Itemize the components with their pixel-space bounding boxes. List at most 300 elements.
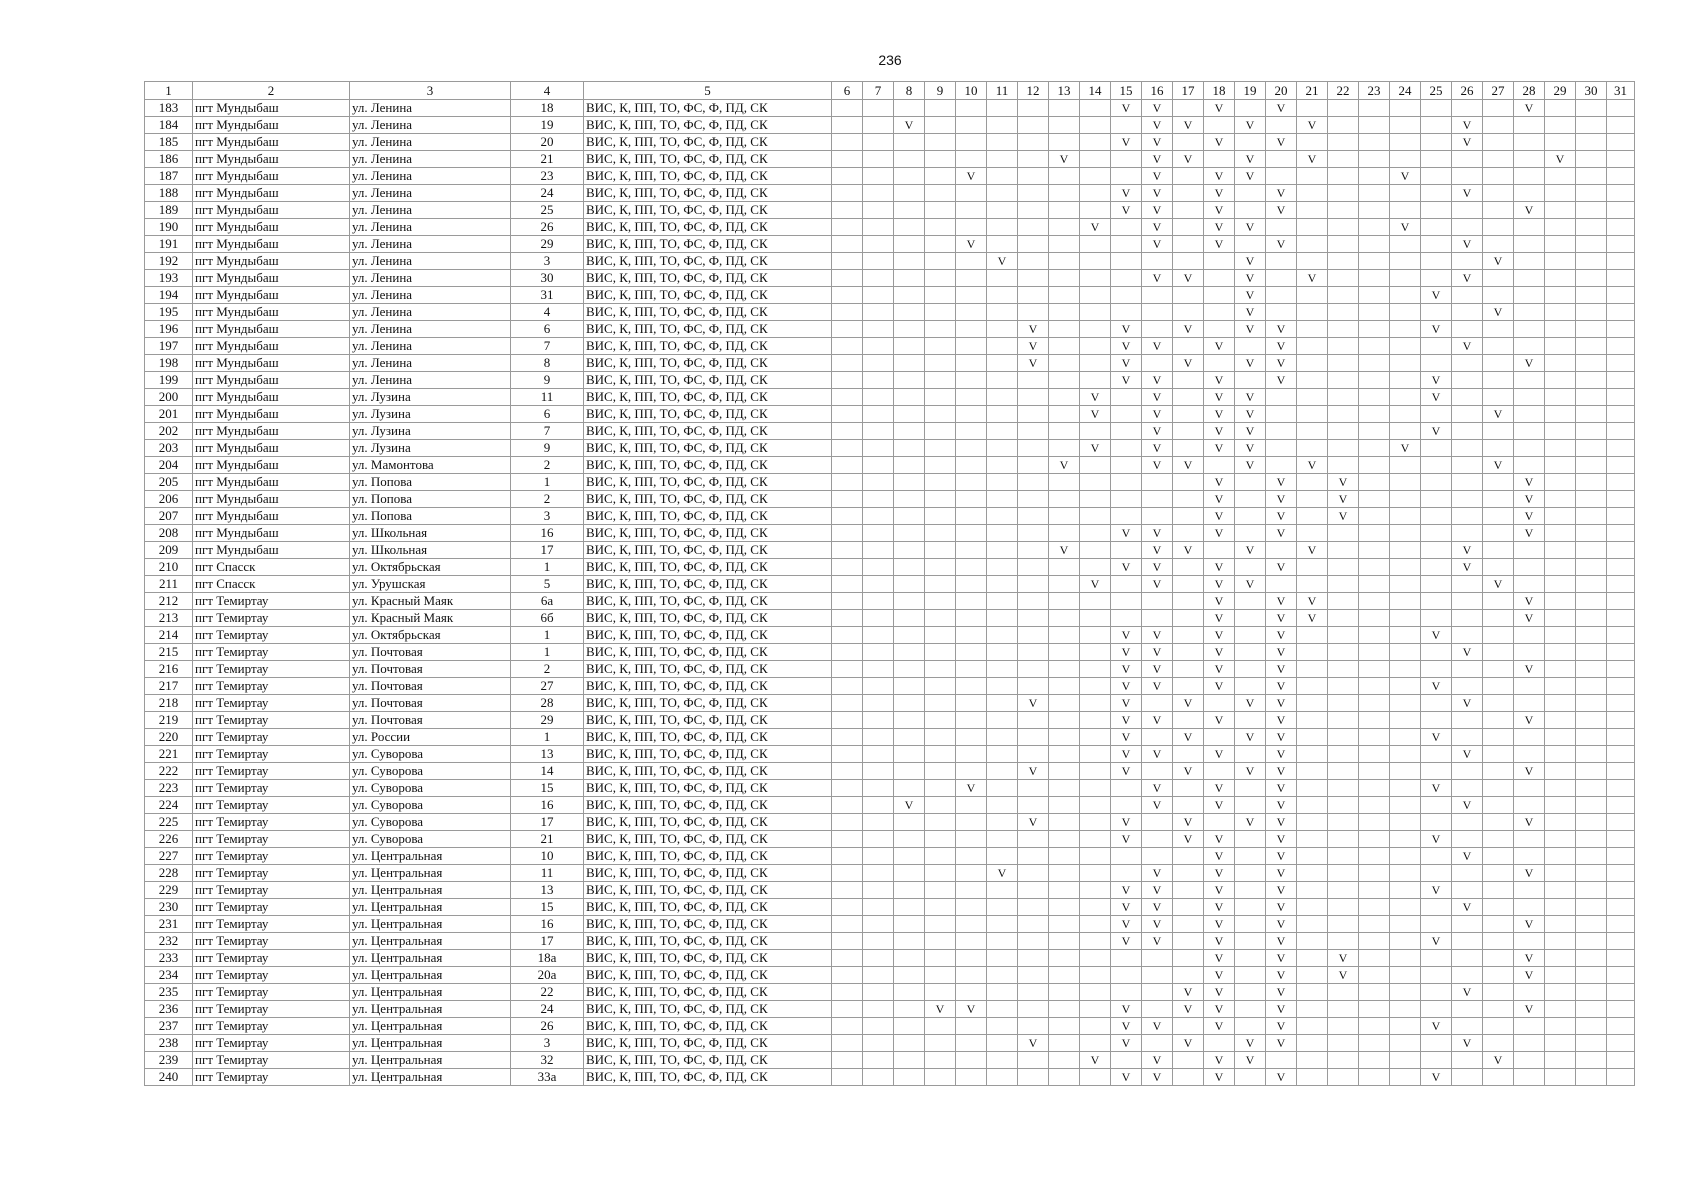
mark-cell: V (1111, 1069, 1142, 1086)
mark-cell (987, 814, 1018, 831)
mark-cell (1390, 831, 1421, 848)
mark-cell (1452, 1001, 1483, 1018)
mark-cell (1483, 185, 1514, 202)
house-number-cell: 24 (511, 1001, 584, 1018)
mark-cell (1576, 967, 1607, 984)
mark-cell (1266, 168, 1297, 185)
mark-cell (1607, 865, 1635, 882)
mark-cell: V (1204, 338, 1235, 355)
row-number: 215 (145, 644, 193, 661)
table-row (145, 117, 1635, 134)
mark-cell (987, 899, 1018, 916)
mark-cell (863, 236, 894, 253)
mark-cell (1359, 678, 1390, 695)
street-cell: ул. Центральная (350, 967, 511, 984)
mark-cell (1514, 253, 1545, 270)
mark-cell (1607, 695, 1635, 712)
mark-cell (1173, 1069, 1204, 1086)
mark-cell (1390, 593, 1421, 610)
mark-cell (894, 202, 925, 219)
mark-cell: V (1111, 185, 1142, 202)
mark-cell (1607, 389, 1635, 406)
mark-cell (863, 287, 894, 304)
mark-cell (1545, 491, 1576, 508)
mark-cell (1576, 848, 1607, 865)
house-number-cell: 27 (511, 678, 584, 695)
mark-cell (1576, 389, 1607, 406)
mark-cell (925, 508, 956, 525)
mark-cell (1452, 372, 1483, 389)
mark-cell: V (1204, 389, 1235, 406)
mark-cell (1297, 202, 1328, 219)
mark-cell (1080, 457, 1111, 474)
mark-cell (987, 916, 1018, 933)
mark-cell (1607, 950, 1635, 967)
street-cell: ул. Почтовая (350, 678, 511, 695)
mark-cell (1111, 967, 1142, 984)
mark-cell (1080, 899, 1111, 916)
mark-cell (1111, 304, 1142, 321)
mark-cell: V (1111, 814, 1142, 831)
mark-cell: V (1266, 321, 1297, 338)
settlement-cell: пгт Темиртау (193, 967, 350, 984)
mark-cell (1576, 797, 1607, 814)
mark-cell (1576, 423, 1607, 440)
mark-cell: V (1204, 610, 1235, 627)
mark-cell (1173, 1018, 1204, 1035)
mark-cell (894, 100, 925, 117)
mark-cell (1607, 593, 1635, 610)
mark-cell (987, 848, 1018, 865)
services-cell: ВИС, К, ПП, ТО, ФС, Ф, ПД, СК (584, 593, 832, 610)
mark-cell: V (1483, 457, 1514, 474)
mark-cell: V (1297, 610, 1328, 627)
mark-cell (956, 474, 987, 491)
mark-cell (1049, 729, 1080, 746)
mark-cell (1049, 406, 1080, 423)
mark-cell (1576, 1069, 1607, 1086)
table-row (145, 338, 1635, 355)
table-row (145, 457, 1635, 474)
mark-cell: V (1204, 678, 1235, 695)
mark-cell (1080, 491, 1111, 508)
mark-cell: V (1235, 406, 1266, 423)
mark-cell (1390, 865, 1421, 882)
settlement-cell: пгт Темиртау (193, 797, 350, 814)
mark-cell: V (1204, 406, 1235, 423)
mark-cell (1390, 304, 1421, 321)
mark-cell (1576, 287, 1607, 304)
mark-cell (1018, 440, 1049, 457)
mark-cell (1173, 576, 1204, 593)
mark-cell (1173, 423, 1204, 440)
mark-cell (1421, 270, 1452, 287)
mark-cell (1607, 406, 1635, 423)
mark-cell (1421, 117, 1452, 134)
mark-cell (1514, 559, 1545, 576)
house-number-cell: 32 (511, 1052, 584, 1069)
services-cell: ВИС, К, ПП, ТО, ФС, Ф, ПД, СК (584, 321, 832, 338)
street-cell: ул. Ленина (350, 134, 511, 151)
mark-cell (1266, 406, 1297, 423)
mark-cell (1080, 763, 1111, 780)
mark-cell (956, 542, 987, 559)
mark-cell (1049, 610, 1080, 627)
mark-cell: V (1173, 355, 1204, 372)
mark-cell (1111, 270, 1142, 287)
mark-cell (925, 814, 956, 831)
mark-cell (1266, 287, 1297, 304)
mark-cell (1421, 916, 1452, 933)
house-number-cell: 25 (511, 202, 584, 219)
table-row (145, 168, 1635, 185)
mark-cell (1576, 831, 1607, 848)
mark-cell (1111, 168, 1142, 185)
mark-cell (1173, 491, 1204, 508)
settlement-cell: пгт Мундыбаш (193, 508, 350, 525)
mark-cell (1204, 304, 1235, 321)
mark-cell: V (1266, 593, 1297, 610)
mark-cell (1421, 814, 1452, 831)
mark-cell (1359, 967, 1390, 984)
mark-cell (1111, 440, 1142, 457)
mark-cell (1359, 610, 1390, 627)
mark-cell (987, 321, 1018, 338)
house-number-cell: 6 (511, 406, 584, 423)
mark-cell: V (1111, 916, 1142, 933)
mark-cell (863, 933, 894, 950)
table-row (145, 729, 1635, 746)
row-number: 238 (145, 1035, 193, 1052)
services-cell: ВИС, К, ПП, ТО, ФС, Ф, ПД, СК (584, 100, 832, 117)
mark-cell: V (1080, 440, 1111, 457)
row-number: 233 (145, 950, 193, 967)
services-cell: ВИС, К, ПП, ТО, ФС, Ф, ПД, СК (584, 984, 832, 1001)
mark-cell (1328, 253, 1359, 270)
mark-cell (987, 457, 1018, 474)
mark-cell (925, 967, 956, 984)
mark-cell (863, 882, 894, 899)
mark-cell (1297, 814, 1328, 831)
mark-cell (987, 831, 1018, 848)
mark-cell (1173, 253, 1204, 270)
mark-cell: V (1142, 423, 1173, 440)
mark-cell (956, 712, 987, 729)
mark-cell (1297, 508, 1328, 525)
mark-cell: V (1111, 100, 1142, 117)
mark-cell (1390, 185, 1421, 202)
mark-cell (832, 321, 863, 338)
mark-cell (1018, 882, 1049, 899)
mark-cell: V (1266, 797, 1297, 814)
mark-cell (1235, 338, 1266, 355)
mark-cell: V (1266, 1069, 1297, 1086)
mark-cell (1514, 576, 1545, 593)
column-header: 9 (925, 82, 956, 100)
mark-cell (1235, 899, 1266, 916)
mark-cell (1545, 457, 1576, 474)
mark-cell (1452, 355, 1483, 372)
mark-cell (1328, 525, 1359, 542)
mark-cell (956, 967, 987, 984)
mark-cell (863, 202, 894, 219)
mark-cell (832, 933, 863, 950)
mark-cell: V (1173, 831, 1204, 848)
mark-cell (863, 1035, 894, 1052)
mark-cell (1483, 950, 1514, 967)
mark-cell (1359, 372, 1390, 389)
mark-cell (987, 661, 1018, 678)
mark-cell (863, 1001, 894, 1018)
street-cell: ул. Ленина (350, 253, 511, 270)
house-number-cell: 20 (511, 134, 584, 151)
mark-cell (1483, 202, 1514, 219)
mark-cell: V (1142, 389, 1173, 406)
table-row (145, 1018, 1635, 1035)
mark-cell (1173, 644, 1204, 661)
mark-cell (1328, 644, 1359, 661)
mark-cell: V (1452, 797, 1483, 814)
mark-cell (925, 950, 956, 967)
mark-cell (832, 117, 863, 134)
row-number: 240 (145, 1069, 193, 1086)
mark-cell (1359, 746, 1390, 763)
mark-cell (1297, 185, 1328, 202)
mark-cell (987, 984, 1018, 1001)
mark-cell: V (1142, 406, 1173, 423)
column-header: 8 (894, 82, 925, 100)
table-row (145, 746, 1635, 763)
mark-cell (1359, 542, 1390, 559)
mark-cell (1421, 525, 1452, 542)
mark-cell: V (1235, 219, 1266, 236)
services-cell: ВИС, К, ПП, ТО, ФС, Ф, ПД, СК (584, 848, 832, 865)
mark-cell: V (1328, 491, 1359, 508)
services-cell: ВИС, К, ПП, ТО, ФС, Ф, ПД, СК (584, 882, 832, 899)
mark-cell (925, 678, 956, 695)
mark-cell: V (1111, 933, 1142, 950)
mark-cell (1328, 457, 1359, 474)
mark-cell (1576, 253, 1607, 270)
mark-cell (1142, 831, 1173, 848)
mark-cell (987, 338, 1018, 355)
mark-cell (1111, 491, 1142, 508)
mark-cell (1576, 1035, 1607, 1052)
mark-cell (1390, 321, 1421, 338)
mark-cell (1483, 967, 1514, 984)
mark-cell (894, 882, 925, 899)
settlement-cell: пгт Темиртау (193, 763, 350, 780)
table-row (145, 355, 1635, 372)
mark-cell (1049, 491, 1080, 508)
mark-cell (1483, 1001, 1514, 1018)
mark-cell (1235, 950, 1266, 967)
mark-cell (1328, 933, 1359, 950)
mark-cell: V (1204, 780, 1235, 797)
mark-cell (832, 1018, 863, 1035)
mark-cell (1359, 848, 1390, 865)
mark-cell (987, 168, 1018, 185)
mark-cell (863, 270, 894, 287)
mark-cell: V (1173, 984, 1204, 1001)
mark-cell (956, 372, 987, 389)
mark-cell (1607, 882, 1635, 899)
mark-cell (956, 916, 987, 933)
mark-cell: V (1266, 950, 1297, 967)
mark-cell (1111, 508, 1142, 525)
mark-cell (1607, 814, 1635, 831)
mark-cell (1359, 117, 1390, 134)
mark-cell (1018, 372, 1049, 389)
column-header: 7 (863, 82, 894, 100)
settlement-cell: пгт Мундыбаш (193, 253, 350, 270)
mark-cell (1204, 729, 1235, 746)
mark-cell (956, 848, 987, 865)
house-number-cell: 16 (511, 525, 584, 542)
mark-cell (1545, 831, 1576, 848)
mark-cell (1359, 814, 1390, 831)
mark-cell (1080, 627, 1111, 644)
mark-cell (1359, 950, 1390, 967)
mark-cell (956, 763, 987, 780)
settlement-cell: пгт Темиртау (193, 729, 350, 746)
mark-cell (987, 202, 1018, 219)
mark-cell (1576, 746, 1607, 763)
mark-cell (1018, 1069, 1049, 1086)
mark-cell: V (1204, 865, 1235, 882)
mark-cell (1266, 542, 1297, 559)
mark-cell (1514, 695, 1545, 712)
mark-cell: V (1452, 848, 1483, 865)
mark-cell (863, 746, 894, 763)
mark-cell (1297, 644, 1328, 661)
mark-cell (1390, 1001, 1421, 1018)
settlement-cell: пгт Темиртау (193, 610, 350, 627)
mark-cell: V (1111, 134, 1142, 151)
mark-cell (1452, 100, 1483, 117)
house-number-cell: 11 (511, 865, 584, 882)
mark-cell (894, 593, 925, 610)
mark-cell (956, 1035, 987, 1052)
mark-cell (1142, 474, 1173, 491)
house-number-cell: 2 (511, 491, 584, 508)
mark-cell (1018, 389, 1049, 406)
mark-cell: V (1204, 797, 1235, 814)
mark-cell (1421, 644, 1452, 661)
mark-cell (1297, 1001, 1328, 1018)
mark-cell (1576, 491, 1607, 508)
mark-cell (956, 457, 987, 474)
mark-cell: V (1421, 729, 1452, 746)
mark-cell (1483, 287, 1514, 304)
mark-cell: V (1452, 899, 1483, 916)
mark-cell (1111, 865, 1142, 882)
mark-cell: V (1514, 950, 1545, 967)
mark-cell (1173, 202, 1204, 219)
mark-cell: V (1421, 321, 1452, 338)
mark-cell (832, 440, 863, 457)
mark-cell (1576, 440, 1607, 457)
table-row (145, 219, 1635, 236)
table-row (145, 287, 1635, 304)
mark-cell (1328, 678, 1359, 695)
mark-cell: V (1204, 134, 1235, 151)
mark-cell (863, 457, 894, 474)
mark-cell (1297, 1035, 1328, 1052)
mark-cell (1607, 610, 1635, 627)
mark-cell (832, 219, 863, 236)
services-cell: ВИС, К, ПП, ТО, ФС, Ф, ПД, СК (584, 440, 832, 457)
mark-cell (1111, 406, 1142, 423)
services-cell: ВИС, К, ПП, ТО, ФС, Ф, ПД, СК (584, 695, 832, 712)
mark-cell (1576, 321, 1607, 338)
mark-cell (1514, 797, 1545, 814)
services-cell: ВИС, К, ПП, ТО, ФС, Ф, ПД, СК (584, 899, 832, 916)
mark-cell: V (1173, 763, 1204, 780)
mark-cell (1173, 610, 1204, 627)
mark-cell (1359, 134, 1390, 151)
mark-cell (1452, 627, 1483, 644)
mark-cell (1049, 1001, 1080, 1018)
mark-cell: V (1266, 780, 1297, 797)
mark-cell (925, 746, 956, 763)
mark-cell (1359, 916, 1390, 933)
mark-cell (1111, 950, 1142, 967)
mark-cell (1142, 967, 1173, 984)
mark-cell (1452, 491, 1483, 508)
mark-cell (832, 253, 863, 270)
mark-cell: V (1111, 695, 1142, 712)
mark-cell (925, 610, 956, 627)
mark-cell (1328, 355, 1359, 372)
mark-cell (1173, 372, 1204, 389)
mark-cell (1328, 576, 1359, 593)
mark-cell (1545, 678, 1576, 695)
mark-cell (894, 831, 925, 848)
column-header: 2 (193, 82, 350, 100)
mark-cell (1607, 729, 1635, 746)
mark-cell (1452, 1052, 1483, 1069)
street-cell: ул. Суворова (350, 831, 511, 848)
mark-cell (832, 610, 863, 627)
mark-cell: V (1266, 627, 1297, 644)
mark-cell (1421, 967, 1452, 984)
mark-cell: V (1080, 389, 1111, 406)
row-number: 194 (145, 287, 193, 304)
mark-cell (1173, 933, 1204, 950)
mark-cell (925, 389, 956, 406)
street-cell: ул. Школьная (350, 525, 511, 542)
street-cell: ул. Ленина (350, 287, 511, 304)
settlement-cell: пгт Темиртау (193, 1052, 350, 1069)
mark-cell (832, 712, 863, 729)
street-cell: ул. Суворова (350, 746, 511, 763)
mark-cell: V (1514, 661, 1545, 678)
mark-cell: V (1018, 1035, 1049, 1052)
mark-cell (1576, 712, 1607, 729)
mark-cell (1173, 950, 1204, 967)
mark-cell (1049, 372, 1080, 389)
mark-cell (1452, 780, 1483, 797)
mark-cell (987, 1018, 1018, 1035)
mark-cell: V (1142, 678, 1173, 695)
row-number: 225 (145, 814, 193, 831)
mark-cell: V (1018, 695, 1049, 712)
mark-cell (1452, 933, 1483, 950)
mark-cell (1607, 746, 1635, 763)
mark-cell (894, 695, 925, 712)
mark-cell (1390, 763, 1421, 780)
